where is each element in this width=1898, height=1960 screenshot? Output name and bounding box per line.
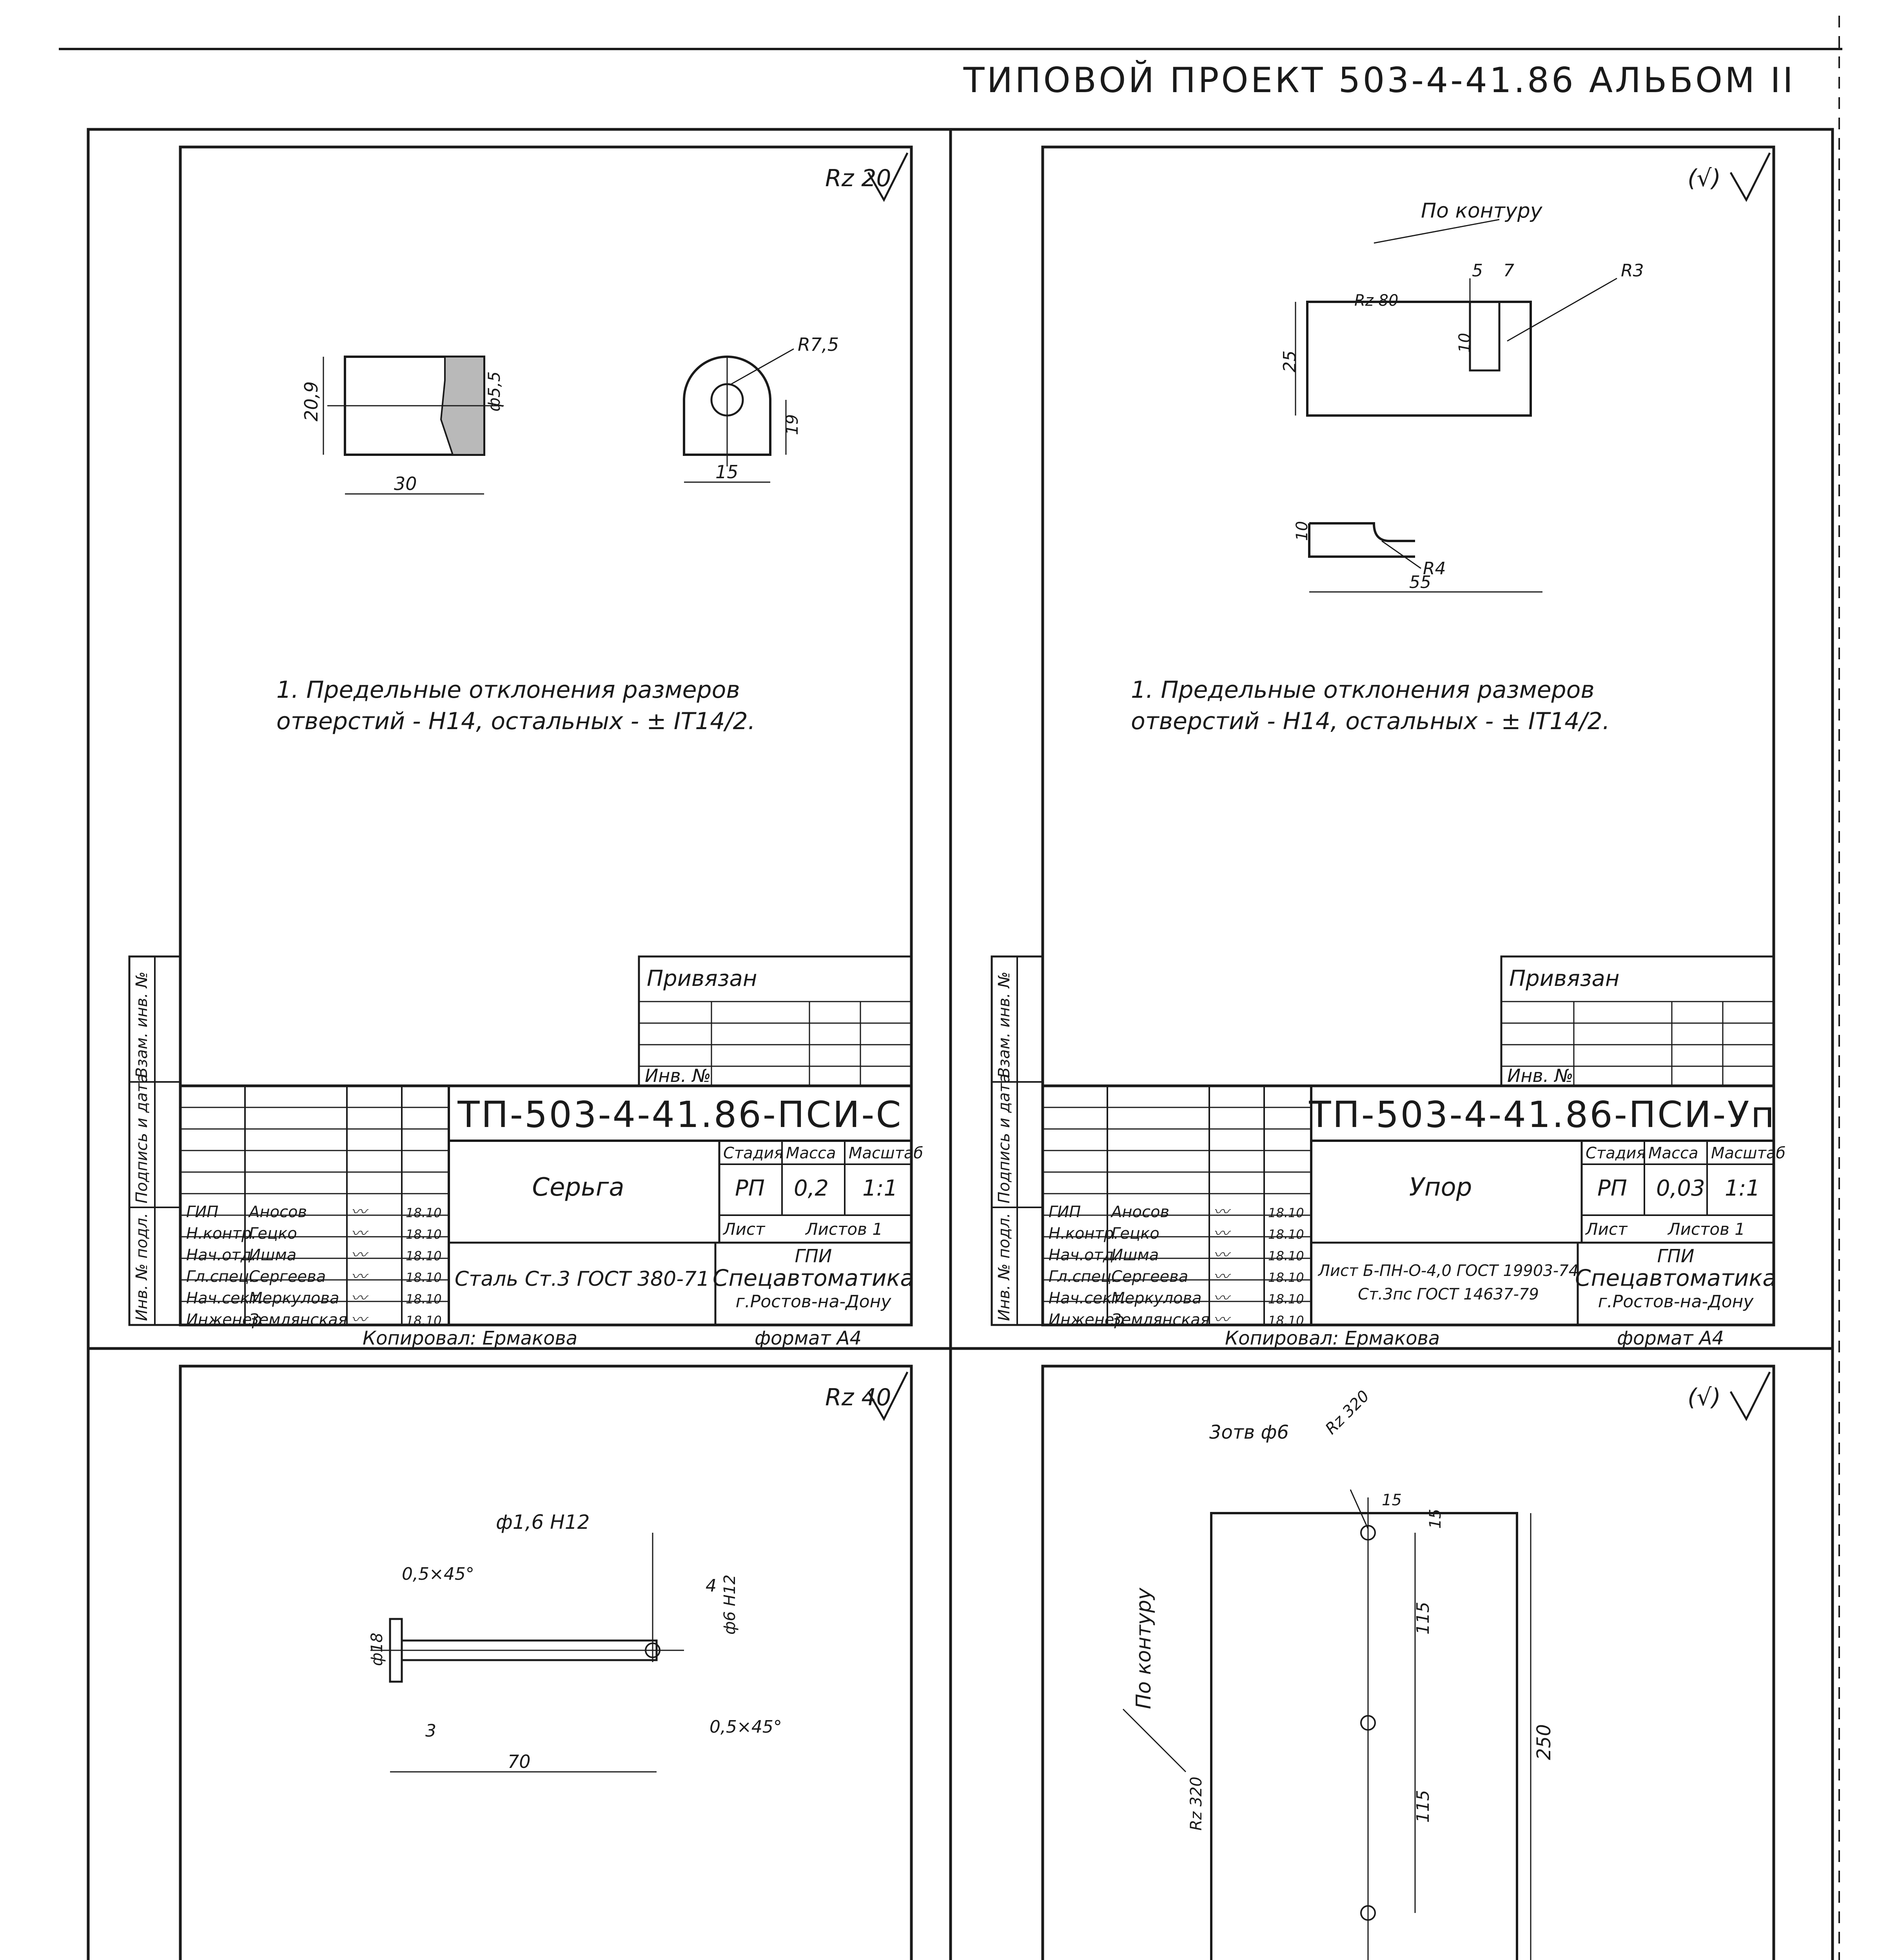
signature-mark: 〰 bbox=[351, 1289, 367, 1307]
roughness-icon bbox=[1731, 153, 1770, 200]
dimension-value: R4 bbox=[1423, 559, 1446, 579]
mass-label: Масса bbox=[786, 1144, 836, 1162]
drawing-title: Упор bbox=[1409, 1173, 1472, 1202]
sheets-total-label: Листов 1 bbox=[1668, 1220, 1745, 1239]
sheets-total-label: Листов 1 bbox=[806, 1220, 883, 1239]
org-name: Спецавтоматика bbox=[1575, 1265, 1776, 1291]
scale-label: Масштаб bbox=[1711, 1144, 1786, 1162]
sheet-label: Лист bbox=[1586, 1220, 1628, 1239]
roughness-icon bbox=[1731, 1372, 1770, 1419]
leader-line bbox=[1507, 278, 1617, 341]
drawing-title: Серьга bbox=[532, 1173, 624, 1202]
signature-mark: 〰 bbox=[351, 1225, 367, 1243]
role-label: Гл.спец. bbox=[186, 1268, 254, 1286]
material-spec: Сталь Ст.3 ГОСТ 380-71 bbox=[454, 1267, 710, 1291]
part-outline bbox=[1307, 302, 1531, 416]
stage-value: РП bbox=[1597, 1176, 1627, 1201]
side-label-inventory: Инв. № подл. bbox=[133, 1213, 151, 1321]
dimension-value: 250 bbox=[1533, 1724, 1555, 1760]
note-line: отверстий - Н14, остальных - ± IT14/2. bbox=[1131, 708, 1610, 735]
role-label: Нач.сект. bbox=[1049, 1289, 1126, 1307]
org-city: г.Ростов-на-Дону bbox=[1598, 1292, 1754, 1312]
stage-label: Стадия bbox=[723, 1144, 784, 1162]
format-label: формат А4 bbox=[1617, 1327, 1724, 1349]
page-header: ТИПОВОЙ ПРОЕКТ 503-4-41.86 АЛЬБОМ II bbox=[963, 60, 1795, 100]
person-name: Землянская bbox=[1111, 1311, 1210, 1329]
contour-note: По контуру bbox=[1132, 1588, 1156, 1709]
role-label: Инженер bbox=[1049, 1311, 1124, 1329]
contour-note: По контуру bbox=[1421, 199, 1542, 223]
dimension-value: ф18 bbox=[368, 1632, 386, 1666]
dimension-value: 0,5×45° bbox=[709, 1717, 782, 1737]
scale-value: 1:1 bbox=[1725, 1176, 1760, 1201]
dimension-value: 4 bbox=[706, 1576, 717, 1596]
signature-mark: 〰 bbox=[1213, 1246, 1229, 1264]
signature-date: 18.10 bbox=[406, 1270, 442, 1285]
person-name: Гецко bbox=[249, 1225, 297, 1243]
person-name: Землянская bbox=[249, 1311, 347, 1329]
dimension-value: 0,5×45° bbox=[402, 1564, 474, 1584]
dimension-value: 3 bbox=[425, 1721, 436, 1741]
sheet-label: Лист bbox=[723, 1220, 765, 1239]
person-name: Ишма bbox=[249, 1246, 297, 1264]
dimension-value: 10 bbox=[1456, 333, 1474, 353]
stage-label: Стадия bbox=[1586, 1144, 1646, 1162]
signature-mark: 〰 bbox=[1213, 1203, 1229, 1221]
signature-mark: 〰 bbox=[1213, 1225, 1229, 1243]
signature-mark: 〰 bbox=[351, 1311, 367, 1329]
mass-label: Масса bbox=[1648, 1144, 1698, 1162]
side-label-replace: Взам. инв. № bbox=[995, 971, 1013, 1078]
dimension-value: 115 bbox=[1413, 1602, 1433, 1635]
format-label: формат А4 bbox=[755, 1327, 862, 1349]
copied-by: Копировал: Ермакова bbox=[363, 1327, 578, 1349]
scale-value: 1:1 bbox=[862, 1176, 898, 1201]
org-city: г.Ростов-на-Дону bbox=[735, 1292, 891, 1312]
signature-date: 18.10 bbox=[406, 1227, 442, 1242]
scale-label: Масштаб bbox=[849, 1144, 924, 1162]
signature-date: 18.10 bbox=[1268, 1292, 1304, 1307]
dimension-value: 115 bbox=[1413, 1790, 1433, 1823]
signature-date: 18.10 bbox=[1268, 1313, 1304, 1328]
person-name: Сергеева bbox=[249, 1268, 326, 1286]
slot-outline bbox=[1470, 302, 1499, 370]
dimension-value: 20,9 bbox=[301, 381, 322, 421]
roughness-note: Rz 320 bbox=[1187, 1777, 1205, 1831]
person-name: Меркулова bbox=[249, 1289, 339, 1307]
drawing-sheet-4 bbox=[992, 1366, 1785, 1960]
signature-date: 18.10 bbox=[1268, 1249, 1304, 1263]
dimension-value: 55 bbox=[1409, 572, 1431, 592]
dimension-value: ф6 Н12 bbox=[721, 1574, 739, 1635]
person-name: Аносов bbox=[1111, 1203, 1170, 1221]
role-label: Нач.отд. bbox=[186, 1246, 257, 1264]
dimension-value: 15 bbox=[1382, 1491, 1402, 1509]
drawing-sheet-2 bbox=[992, 147, 1785, 1349]
signature-date: 18.10 bbox=[1268, 1227, 1304, 1242]
signature-date: 18.10 bbox=[406, 1205, 442, 1220]
dimension-value: 5 bbox=[1472, 261, 1483, 281]
signature-mark: 〰 bbox=[1213, 1289, 1229, 1307]
role-label: ГИП bbox=[186, 1203, 219, 1221]
dimension-value: 15 bbox=[715, 461, 739, 483]
drawing-code: ТП-503-4-41.86-ПСИ-С bbox=[457, 1094, 903, 1136]
leader-line bbox=[1123, 1709, 1186, 1772]
material-spec: Лист Б-ПН-О-4,0 ГОСТ 19903-74 bbox=[1318, 1262, 1579, 1280]
role-label: Инженер bbox=[186, 1311, 262, 1329]
signature-date: 18.10 bbox=[406, 1313, 442, 1328]
signature-mark: 〰 bbox=[351, 1203, 367, 1221]
person-name: Аносов bbox=[249, 1203, 307, 1221]
signature-mark: 〰 bbox=[1213, 1268, 1229, 1286]
role-label: ГИП bbox=[1049, 1203, 1081, 1221]
signature-date: 18.10 bbox=[406, 1292, 442, 1307]
person-name: Сергеева bbox=[1111, 1268, 1189, 1286]
dimension-value: R3 bbox=[1621, 261, 1644, 281]
leader-line bbox=[731, 349, 794, 384]
dimension-value: 15 bbox=[1426, 1509, 1444, 1529]
role-label: Н.контр. bbox=[1049, 1225, 1119, 1243]
leader-line bbox=[1382, 541, 1421, 568]
side-label-inventory: Инв. № подл. bbox=[995, 1213, 1013, 1321]
role-label: Гл.спец. bbox=[1049, 1268, 1117, 1286]
drawing-sheet-1 bbox=[129, 147, 923, 1349]
org-name: Спецавтоматика bbox=[713, 1265, 914, 1291]
dimension-value: 19 bbox=[782, 414, 802, 435]
side-label-replace: Взам. инв. № bbox=[133, 971, 151, 1078]
material-spec: Ст.3пс ГОСТ 14637-79 bbox=[1358, 1285, 1539, 1303]
privyazan-label: Привязан bbox=[1509, 966, 1620, 991]
roughness-note: Rz 320 bbox=[1322, 1387, 1373, 1438]
dimension-value: 10 bbox=[1293, 521, 1311, 541]
drawing-code: ТП-503-4-41.86-ПСИ-Уп bbox=[1309, 1094, 1776, 1136]
dimension-value: 25 bbox=[1280, 350, 1300, 372]
person-name: Гецко bbox=[1111, 1225, 1159, 1243]
signature-date: 18.10 bbox=[406, 1249, 442, 1263]
copied-by: Копировал: Ермакова bbox=[1225, 1327, 1440, 1349]
side-label-signature: Подпись и дата bbox=[995, 1073, 1013, 1203]
privyazan-label: Привязан bbox=[647, 966, 757, 991]
signature-mark: 〰 bbox=[1213, 1311, 1229, 1329]
side-label-signature: Подпись и дата bbox=[133, 1073, 151, 1203]
note-line: отверстий - Н14, остальных - ± IT14/2. bbox=[276, 708, 755, 735]
role-label: Н.контр. bbox=[186, 1225, 256, 1243]
dimension-value: 30 bbox=[394, 473, 417, 494]
role-label: Нач.отд. bbox=[1049, 1246, 1119, 1264]
inventory-label: Инв. № bbox=[645, 1065, 711, 1086]
dimension-value: 7 bbox=[1503, 261, 1514, 281]
inventory-label: Инв. № bbox=[1507, 1065, 1573, 1086]
roughness-note: Rz 80 bbox=[1354, 292, 1399, 310]
drawing-sheet-3 bbox=[129, 1366, 923, 1960]
roughness-mark: Rz 20 bbox=[825, 165, 891, 192]
roughness-mark: Rz 40 bbox=[825, 1384, 891, 1411]
leader-line bbox=[1374, 220, 1499, 243]
roughness-mark: (√) bbox=[1688, 165, 1721, 192]
mass-value: 0,03 bbox=[1656, 1176, 1705, 1201]
dimension-value: 70 bbox=[508, 1751, 531, 1772]
stage-value: РП bbox=[735, 1176, 765, 1201]
signature-date: 18.10 bbox=[1268, 1270, 1304, 1285]
signature-mark: 〰 bbox=[351, 1268, 367, 1286]
person-name: Ишма bbox=[1111, 1246, 1159, 1264]
leader-line bbox=[1350, 1490, 1368, 1529]
inner-frame bbox=[180, 1366, 911, 1960]
dimension-value: ф1,6 Н12 bbox=[496, 1511, 590, 1534]
note-line: 1. Предельные отклонения размеров bbox=[276, 676, 740, 704]
roughness-mark: (√) bbox=[1688, 1384, 1721, 1411]
org-name: ГПИ bbox=[1657, 1245, 1695, 1267]
person-name: Меркулова bbox=[1111, 1289, 1202, 1307]
org-name: ГПИ bbox=[795, 1245, 832, 1267]
dimension-value: R7,5 bbox=[798, 334, 839, 355]
note-line: 1. Предельные отклонения размеров bbox=[1131, 676, 1595, 704]
signature-date: 18.10 bbox=[1268, 1205, 1304, 1220]
bent-profile bbox=[1309, 523, 1415, 557]
hole-note: 3отв ф6 bbox=[1209, 1421, 1289, 1443]
mass-value: 0,2 bbox=[794, 1176, 829, 1201]
dimension-value: ф5,5 bbox=[484, 371, 504, 412]
role-label: Нач.сект. bbox=[186, 1289, 264, 1307]
signature-mark: 〰 bbox=[351, 1246, 367, 1264]
plate-outline bbox=[1211, 1513, 1517, 1960]
